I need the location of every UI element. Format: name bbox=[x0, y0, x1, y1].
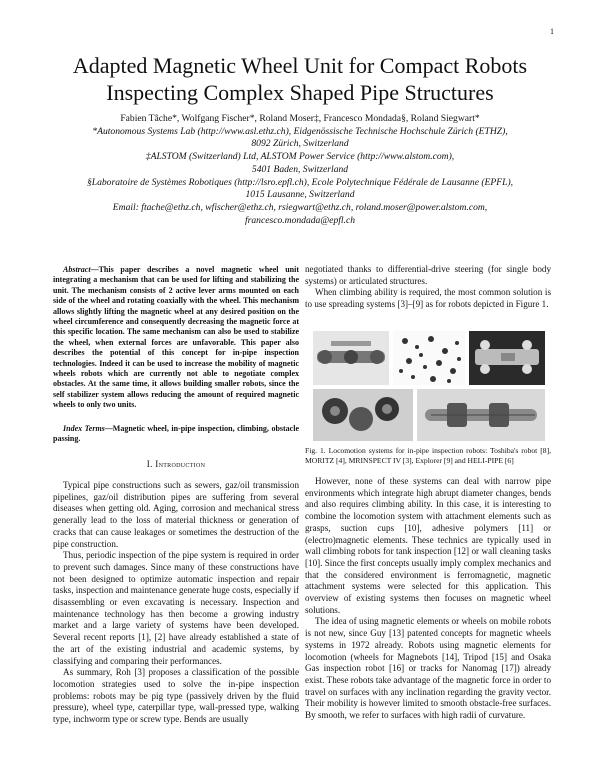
paragraph: Thus, periodic inspection of the pipe system is required in order to prevent such damages. Since many of these constructions have not been designed to optimize automatic inspection and repair tasks, inspection and maintenance generate huge costs, especially if disassembling or even excavating is necessary. Inspection and maintenance technology has then become a growing industry market and a large variety of systems have been developed. Several recent reports [1], [2] have already established a state of the art of the existing industrial and academic systems, by classifying and comparing their performances. bbox=[53, 550, 299, 666]
affiliation-1-line-1: *Autonomous Systems Lab (http://www.asl.ethz.ch), Eidgenössische Technische Hochschule Zürich (ETHZ), bbox=[92, 125, 508, 137]
abstract-text: —This paper describes a novel magnetic wheel unit integrating a mechanism that can be used for lifting and stabilizing the unit. The mechanism consists of 2 active lever arms mounted on each side of the wheel and rotating coaxially with the wheel. This mechanism allows slightly lifting the magnetic wheel at any desired position on the wheel circumference and consequently decreasing the magnetic force at this specific location. The same mechanism can also be used to stabilize the wheel, when external forces are unfavorable. This paper also describes the potential of this concept for in-pipe inspection technologies. Indeed it can be used to increase the mobility of magnetic wheels robots which are currently not able to negotiate complex obstacles. At the same time, it allows building smaller robots, since the self stabilizer system allows reducing the amount of required magnetic wheels to only two units. bbox=[53, 265, 299, 410]
title-line-2: Inspecting Complex Shaped Pipe Structures bbox=[106, 80, 494, 105]
figure-1-caption: Fig. 1. Locomotion systems for in-pipe inspection robots: Toshiba's robot [8], MORITZ [4], MRINSPECT IV [3], Explorer [9] and HELI-PIPE [6] bbox=[305, 446, 551, 465]
email-line-2: francesco.mondada@epfl.ch bbox=[244, 214, 356, 226]
abstract bbox=[53, 265, 299, 411]
index-terms bbox=[53, 424, 299, 445]
section-title: Introduction bbox=[155, 459, 206, 469]
index-terms-text: —Magnetic wheel, in-pipe inspection, climbing, obstacle passing. bbox=[53, 424, 299, 444]
section-heading-introduction bbox=[53, 459, 299, 469]
paragraph: As summary, Roh [3] proposes a classification of the possible locomotion strategies used to solve the in-pipe inspection problems: robots may be pig type (passively driven by the fluid pressure), wheel type, caterpillar type, wall-pressed type, walking type, inchworm type or screw type. Bends are usually bbox=[53, 667, 299, 725]
email-line-1: Email: ftache@ethz.ch, wfischer@ethz.ch, rsiegwart@ethz.ch, roland.moser@power.alstom.com, bbox=[112, 201, 488, 213]
author-names: Fabien Tâche*, Wolfgang Fischer*, Roland Moser‡, Francesco Mondada§, Roland Siegwart* bbox=[120, 113, 480, 124]
affiliation-3-line-1: §Laboratoire de Systèmes Robotiques (http://lsro.epfl.ch), Ecole Polytechnique Fédérale de Lausanne (EPFL), bbox=[86, 176, 514, 188]
paragraph: The idea of using magnetic elements or wheels on mobile robots is not new, since Guy [13] patented concepts for magnetic wheels systems in 1972 already. Robots using magnetic elements for locomotion (wheels for Magnebots [14], Tripod [15] and Osaka Gas inspection robot [16] or tracks for Nanomag [17]) already exist. These robots take advantage of the magnetic force in order to travel on surfaces with any inclination regarding the gravity vector. Their mobility is however limited to smooth obstacle-free surfaces. By smooth, we refer to surfaces with high radii of curvature. bbox=[305, 616, 551, 721]
affiliation-3-line-2: 1015 Lausanne, Switzerland bbox=[245, 189, 355, 201]
author-block bbox=[0, 113, 600, 227]
abstract-label: Abstract bbox=[63, 265, 91, 274]
section-number: I. bbox=[146, 459, 153, 469]
paragraph: However, none of these systems can deal with narrow pipe environments which integrate high abrupt diameter changes, bends and also requires climbing ability. In this case, it is interesting to combine the locomotion system with attachment elements such as grasps, suction cups [10], adhesive polymers [11] or (electro)magnetic elements. These technics are typically used in wall climbing robots for tank inspection [12] or wall cleaning tasks [10]. Since the first concepts usually imply complex mechanics and that the considered environment is ferromagnetic, magnetic attachment systems were selected for this application. This overview of existing systems then focuses on magnetic wheel solutions. bbox=[305, 476, 551, 615]
paragraph: negotiated thanks to differential-drive steering (for single body systems) or articulated structures. bbox=[305, 264, 551, 286]
paper-title bbox=[0, 52, 600, 106]
title-line-1: Adapted Magnetic Wheel Unit for Compact Robots bbox=[72, 53, 528, 78]
affiliation-2-line-2: 5401 Baden, Switzerland bbox=[251, 163, 349, 175]
left-column-body bbox=[53, 480, 299, 726]
affiliation-2-line-1: ‡ALSTOM (Switzerland) Ltd, ALSTOM Power Service (http://www.alstom.com), bbox=[145, 151, 455, 163]
right-column-body bbox=[305, 476, 551, 722]
figure-1-photo-collage bbox=[313, 331, 545, 441]
paragraph: Typical pipe constructions such as sewers, gaz/oil transmission pipelines, gaz/oil distribution pipes are suffering from several diseases when getting old. Aging, corrosion and mechanical stress generally lead to the loss of material thickness or generation of cracks that can cause leakages or sometimes the destruction of the pipe construction. bbox=[53, 480, 299, 549]
paragraph: When climbing ability is required, the most common solution is to use spreading systems [3]–[9] as for robots depicted in Figure 1. bbox=[305, 287, 551, 310]
index-terms-label: Index Terms bbox=[63, 424, 105, 433]
affiliation-1-line-2: 8092 Zürich, Switzerland bbox=[251, 138, 349, 150]
page-number: 1 bbox=[550, 27, 554, 36]
right-column-top bbox=[305, 264, 551, 311]
robot-photos-image bbox=[313, 331, 545, 441]
